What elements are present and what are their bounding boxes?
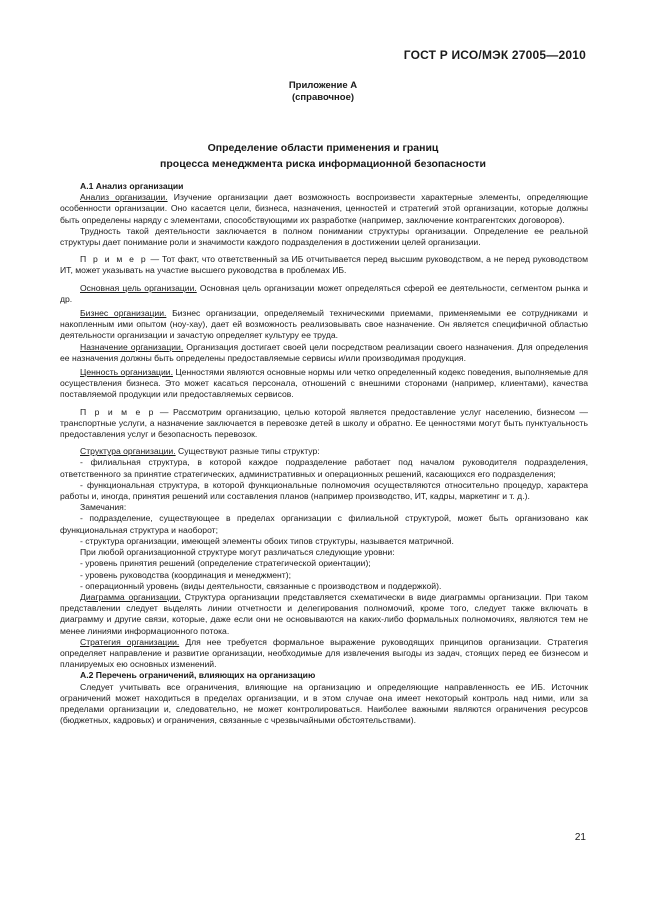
paragraph-constraints: Следует учитывать все ограничения, влияющие на организацию и определяющие направленность ее ИБ. Источник ограничений может находиться в пределах организации, и в этом случае она имеет некоторый контроль над ними, или за пределами организации и, следовательно, не может контролироваться. Наиболее важными являются ограничения ресурсов (бюджетных, кадровых) и ограничения, связанные с чрезвычайными обстоятельствами). xyxy=(60,681,588,726)
structure-item-functional: - функциональная структура, в которой функциональные полномочия осуществляются относительно процедур, характера работы и, иногда, принятия решений или составления планов (например производство, ИТ, кадры, маркетинг и т. д.). xyxy=(60,479,588,502)
term-values: Ценность организации. xyxy=(80,367,173,378)
document-body xyxy=(60,181,588,726)
standard-designation: ГОСТ Р ИСО/МЭК 27005—2010 xyxy=(403,48,586,62)
appendix-title: Приложение А xyxy=(288,80,358,91)
text-structure: Существуют разные типы структур: xyxy=(175,446,320,457)
term-goal: Основная цель организации. xyxy=(80,282,197,293)
text-analysis: Изучение организации дает возможность воспроизвести характерные элементы, определяющие особенности организации. Оно касается цели, бизнеса, назначения, ценностей и стратегий этой организации, которые должны быть определены наряду с элементами, способствующими их разработке (например, заключение контрагентских договоров). xyxy=(60,192,588,225)
example-2-label: П р и м е р xyxy=(80,406,156,417)
levels-intro: При любой организационной структуре могут различаться следующие уровни: xyxy=(80,547,395,558)
page-number: 21 xyxy=(574,832,586,843)
section-a1-heading: А.1 Анализ организации xyxy=(80,181,184,191)
term-purpose: Назначение организации. xyxy=(80,341,184,352)
level-2: - уровень руководства (координация и менеджмент); xyxy=(80,569,291,580)
text-values: Ценностями являются основные нормы или четко определенный кодекс поведения, выполняемые для осуществления бизнеса. Это может касаться персонала, отношений с внешними сторонами (например, клиентами), качества поставляемой продукции или предоставляемых сервисов. xyxy=(60,367,588,400)
text-purpose: Организация достигает своей цели посредством реализации своего назначения. Для определения ее назначения должны быть определены предоставляемые сервисы и/или производимая продукция. xyxy=(60,341,588,363)
note-1: - подразделение, существующее в пределах организации с филиальной структурой, может быть организовано как функциональная структура и наоборот; xyxy=(60,513,588,535)
structure-item-branch: - филиальная структура, в которой каждое подразделение работает под началом руководителя подразделения, ответственного за принятие стратегических, административных и операционных решений, касающихся его подразделения; xyxy=(60,457,588,479)
paragraph-analysis xyxy=(60,192,588,226)
title-line-2: процесса менеджмента риска информационной безопасности xyxy=(160,158,486,170)
title-line-1: Определение области применения и границ xyxy=(207,142,439,154)
notes-label: Замечания: xyxy=(80,502,127,513)
text-diagram: Структура организации представляется схематически в виде диаграммы организации. При таком представлении следует выделять линии отчетности и делегирования полномочий, кроме того, следует также включать в диаграмму и другие связи, которые, даже если они не основываются на каких-либо формальных полномочиях, являются тем не менее линиями информационного потока. xyxy=(60,591,588,636)
term-structure: Структура организации. xyxy=(80,446,176,457)
note-2: - структура организации, имеющей элементы обоих типов структуры, называется матричной. xyxy=(80,535,454,546)
example-1 xyxy=(60,254,588,276)
example-2 xyxy=(60,407,588,441)
example-1-label: П р и м е р xyxy=(80,254,148,265)
paragraph-structure xyxy=(60,446,588,457)
text-business: Бизнес организации, определяемый техническими приемами, применяемыми ее сотрудниками и накопленным ими опытом (ноу-хау), дает ей возможность реализовывать свое назначение. Он является специфичной областью деятельности организации и зачастую определяет культуру ее труда. xyxy=(60,308,588,341)
example-1-text: — Тот факт, что ответственный за ИБ отчитывается перед высшим руководством, а не перед руководством ИТ, может указывать на участие высшего руководства в проблемах ИБ. xyxy=(60,254,588,276)
term-analysis: Анализ организации. xyxy=(80,192,168,203)
appendix-subtitle: (справочное) xyxy=(291,92,355,103)
term-diagram: Диаграмма организации. xyxy=(80,591,181,602)
appendix-heading xyxy=(0,80,646,104)
text-goal: Основная цель организации может определяться сферой ее деятельности, сегментом рынка и др. xyxy=(60,282,588,304)
paragraph-purpose xyxy=(60,342,588,364)
paragraph-strategy xyxy=(60,637,588,671)
paragraph-goal xyxy=(60,283,588,305)
term-business: Бизнес организации. xyxy=(80,308,167,319)
paragraph-diagram xyxy=(60,592,588,637)
example-2-text: — Рассмотрим организацию, целью которой является предоставление услуг населению, бизнесом — транспортные услуги, а назначение заключается в перевозке детей в школу и обратно. Ее ценностями могут быть пунктуальность предоставления услуг и безопасность перевозок. xyxy=(60,406,588,440)
document-title xyxy=(0,140,646,172)
term-strategy: Стратегия организации. xyxy=(80,636,180,647)
text-strategy: Для нее требуется формальное выражение руководящих принципов организации. Стратегия определяет направление и развитие организации, необходимые для извлечения выгоды из задач, стоящих перед ее бизнесом и планируемых ею основных изменений. xyxy=(60,636,588,670)
paragraph-difficulty: Трудность такой деятельности заключается в полном понимании структуры организации. Определение ее реальной структуры дает понимание роли и значимости каждого подразделения в достижении целей организации. xyxy=(60,225,588,248)
paragraph-business xyxy=(60,308,588,342)
level-3: - операционный уровень (виды деятельности, связанные с производством и поддержкой). xyxy=(80,580,442,591)
level-1: - уровень принятия решений (определение стратегической ориентации); xyxy=(80,558,371,569)
paragraph-values xyxy=(60,367,588,401)
section-a2-heading: А.2 Перечень ограничений, влияющих на организацию xyxy=(80,670,316,681)
